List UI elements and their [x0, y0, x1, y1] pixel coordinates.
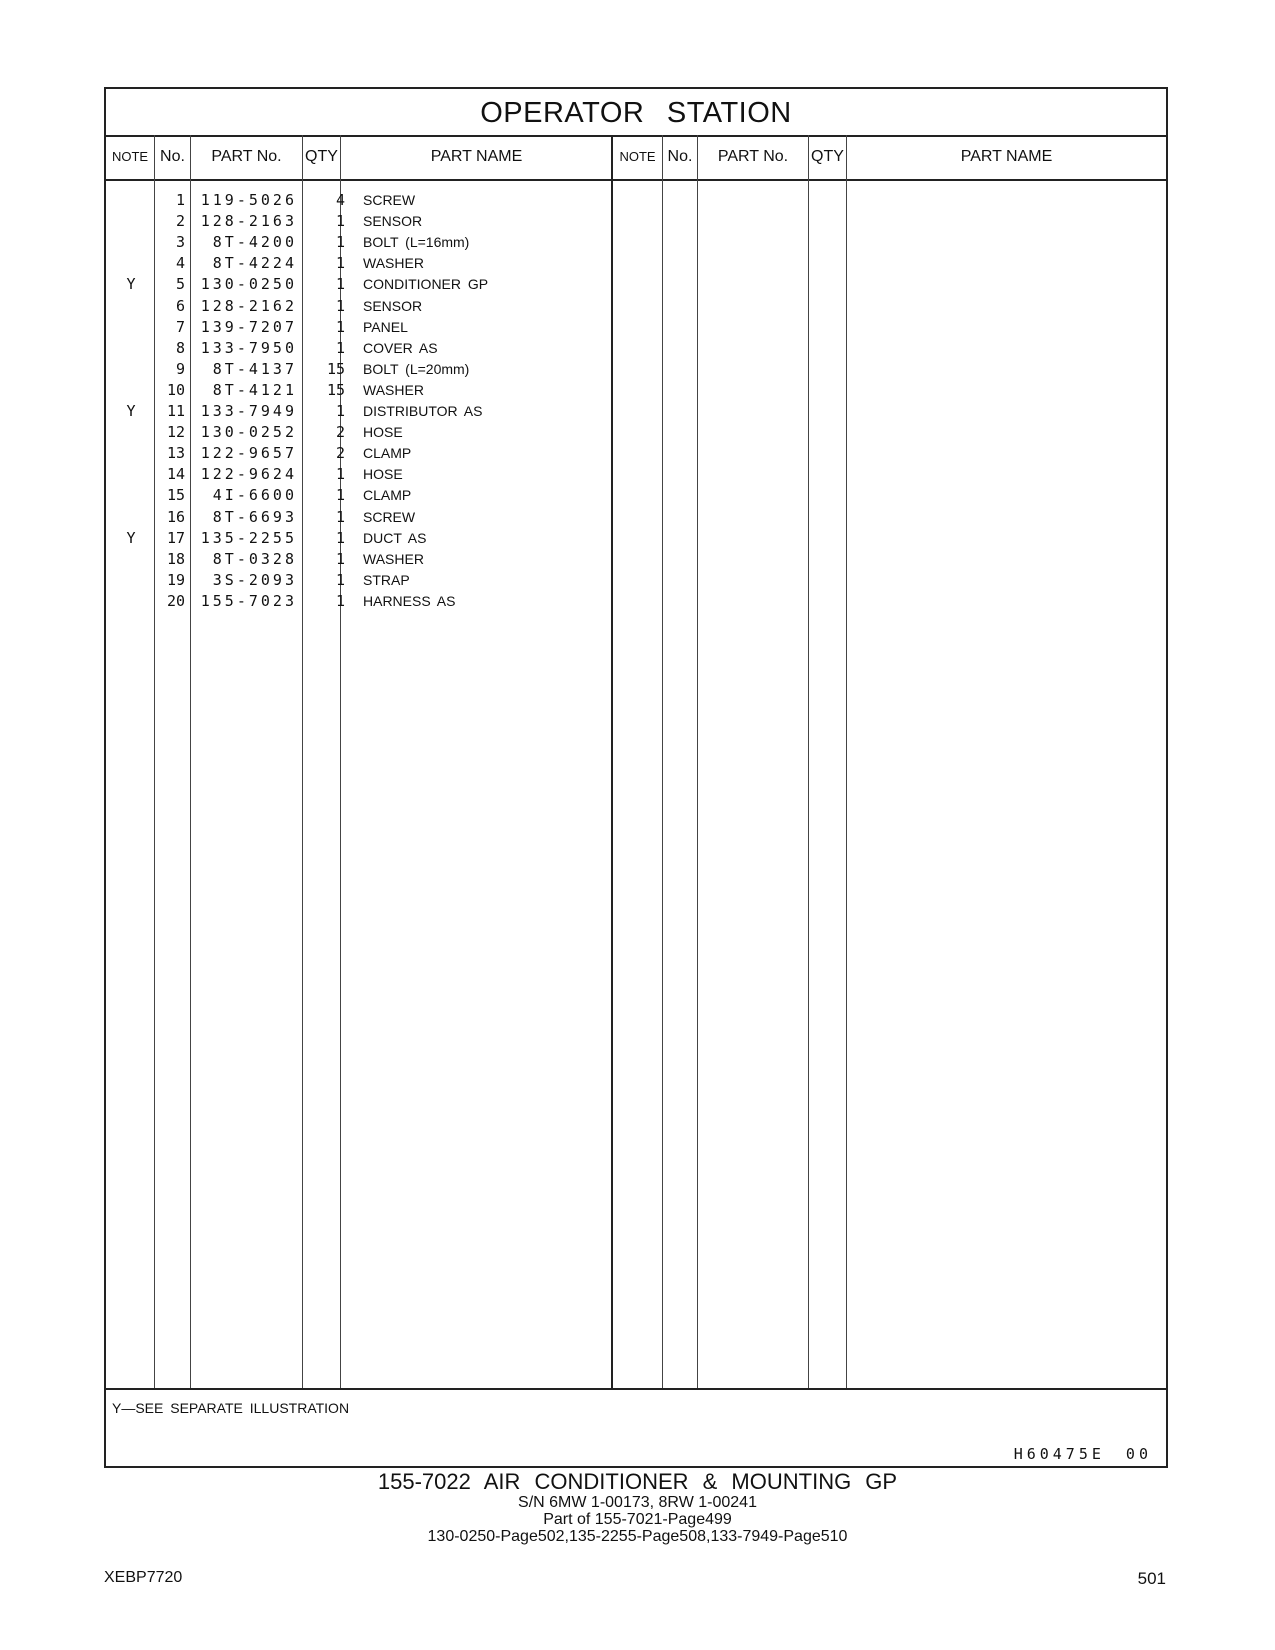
part-number: 128-2162: [200, 296, 297, 315]
part-of-reference: Part of 155-7021-Page499: [543, 1511, 732, 1528]
table-row: [106, 548, 726, 570]
part-name: SCREW: [363, 508, 416, 525]
table-row: [106, 189, 726, 211]
item-number: 15: [166, 486, 185, 505]
serial-numbers: S/N 6MW 1-00173, 8RW 1-00241: [518, 1494, 757, 1511]
quantity: 1: [335, 465, 345, 484]
item-number: 2: [175, 212, 185, 231]
part-number: 119-5026: [200, 191, 297, 209]
part-number: 130-0252: [200, 423, 297, 442]
part-name: STRAP: [363, 571, 410, 588]
item-number: 19: [166, 570, 185, 589]
part-name: DUCT AS: [363, 529, 427, 546]
part-name: DISTRIBUTOR AS: [363, 403, 483, 419]
quantity: 1: [335, 233, 345, 252]
part-name: HOSE: [363, 424, 403, 441]
part-number: 135-2255: [200, 528, 297, 547]
header-note-left: NOTE: [111, 149, 149, 164]
item-number: 16: [166, 507, 185, 526]
quantity: 1: [335, 254, 345, 273]
item-number: 14: [166, 465, 185, 484]
part-number: 4I-6600: [212, 486, 297, 505]
part-number: 8T-4224: [212, 254, 297, 273]
part-name: BOLT (L=16mm): [363, 234, 470, 251]
part-number: 3S-2093: [212, 570, 297, 589]
quantity: 1: [335, 528, 345, 547]
quantity: 1: [335, 296, 345, 315]
header-no-left: No.: [160, 148, 185, 165]
quantity: 1: [335, 507, 345, 526]
table-row: [106, 273, 726, 295]
item-number: 18: [166, 549, 185, 568]
part-name: SENSOR: [363, 213, 423, 230]
item-number: 7: [175, 317, 185, 336]
parts-sheet: [104, 87, 1168, 1468]
header-part-no-right: PART No.: [717, 148, 789, 165]
part-number: 139-7207: [200, 317, 297, 336]
item-number: 9: [175, 359, 185, 378]
quantity: 1: [335, 338, 345, 357]
item-number: 8: [175, 338, 185, 357]
header-part-name-right: PART NAME: [960, 148, 1053, 165]
table-row: [106, 463, 726, 485]
item-number: 4: [175, 254, 185, 273]
table-row: [106, 400, 726, 422]
part-name: CONDITIONER GP: [363, 276, 489, 293]
part-number: 128-2163: [200, 212, 297, 231]
quantity: 1: [335, 549, 345, 568]
part-name: CLAMP: [363, 445, 412, 462]
part-note: Y: [126, 528, 136, 547]
table-row: [106, 527, 726, 549]
header-no-right: No.: [667, 148, 693, 165]
part-number: 8T-4137: [212, 359, 297, 378]
table-row: [106, 442, 726, 464]
quantity: 1: [335, 317, 345, 336]
part-name: PANEL: [363, 318, 408, 335]
document-id: XEBP7720: [104, 1569, 183, 1586]
header-note-right: NOTE: [619, 149, 656, 164]
table-header: [106, 135, 1166, 181]
table-row: [106, 358, 726, 380]
table-row: [106, 379, 726, 401]
quantity: 15: [326, 359, 345, 378]
item-number: 1: [175, 191, 185, 209]
part-note: Y: [126, 275, 136, 294]
table-row: [106, 210, 726, 232]
quantity: 1: [335, 275, 345, 294]
part-name: BOLT (L=20mm): [363, 360, 470, 377]
table-row: [106, 506, 726, 528]
quantity: 15: [326, 380, 345, 399]
drawing-code: H60475E 00: [1013, 1445, 1152, 1463]
table-row: [106, 252, 726, 274]
part-number: 8T-4121: [212, 380, 297, 399]
page-number: 501: [1137, 1569, 1166, 1588]
quantity: 2: [335, 423, 345, 442]
table-row: [106, 337, 726, 359]
table-row: [106, 484, 726, 506]
part-name: COVER AS: [363, 339, 438, 356]
part-name: WASHER: [363, 255, 424, 272]
part-name: SENSOR: [363, 297, 423, 314]
part-number: 8T-0328: [212, 549, 297, 568]
part-number: 130-0250: [200, 275, 297, 294]
part-note: Y: [126, 402, 136, 420]
table-row: [106, 295, 726, 317]
group-title: 155-7022 AIR CONDITIONER & MOUNTING GP: [377, 1469, 898, 1494]
item-number: 20: [166, 591, 185, 610]
table-row: [106, 569, 726, 591]
part-number: 122-9624: [200, 465, 297, 484]
quantity: 1: [335, 486, 345, 505]
table-bottom-rule: [106, 1388, 1166, 1390]
page-footer: [0, 1470, 1275, 1545]
section-title: OPERATOR STATION: [106, 89, 1166, 137]
part-number: 8T-4200: [212, 233, 297, 252]
item-number: 3: [175, 233, 185, 252]
part-name: CLAMP: [363, 487, 412, 504]
quantity: 1: [335, 402, 345, 420]
table-row: [106, 590, 726, 612]
quantity: 4: [335, 191, 345, 209]
header-qty-right: QTY: [811, 148, 844, 165]
table-row: [106, 316, 726, 338]
note-legend: Y—SEE SEPARATE ILLUSTRATION: [112, 1400, 350, 1416]
quantity: 2: [335, 444, 345, 463]
header-qty-left: QTY: [305, 148, 338, 165]
quantity: 1: [335, 212, 345, 231]
part-number: 8T-6693: [212, 507, 297, 526]
part-name: WASHER: [363, 550, 424, 567]
parts-list: [106, 179, 1166, 1388]
item-number: 13: [166, 444, 185, 463]
table-row: [106, 421, 726, 443]
part-name: SCREW: [363, 192, 416, 208]
item-number: 10: [166, 380, 185, 399]
part-number: 133-7950: [200, 338, 297, 357]
quantity: 1: [335, 591, 345, 610]
table-row: [106, 231, 726, 253]
part-name: WASHER: [363, 381, 424, 398]
part-name: HOSE: [363, 466, 403, 483]
header-part-no-left: PART No.: [211, 148, 282, 165]
item-number: 17: [166, 528, 185, 547]
part-number: 155-7023: [200, 591, 297, 610]
page-references: 130-0250-Page502,135-2255-Page508,133-7949-Page510: [427, 1528, 848, 1545]
part-name: HARNESS AS: [363, 592, 456, 609]
item-number: 5: [175, 275, 185, 294]
header-part-name-left: PART NAME: [430, 148, 523, 165]
part-number: 133-7949: [200, 402, 297, 420]
part-number: 122-9657: [200, 444, 297, 463]
item-number: 12: [166, 423, 185, 442]
item-number: 6: [175, 296, 185, 315]
item-number: 11: [166, 402, 185, 420]
quantity: 1: [335, 570, 345, 589]
